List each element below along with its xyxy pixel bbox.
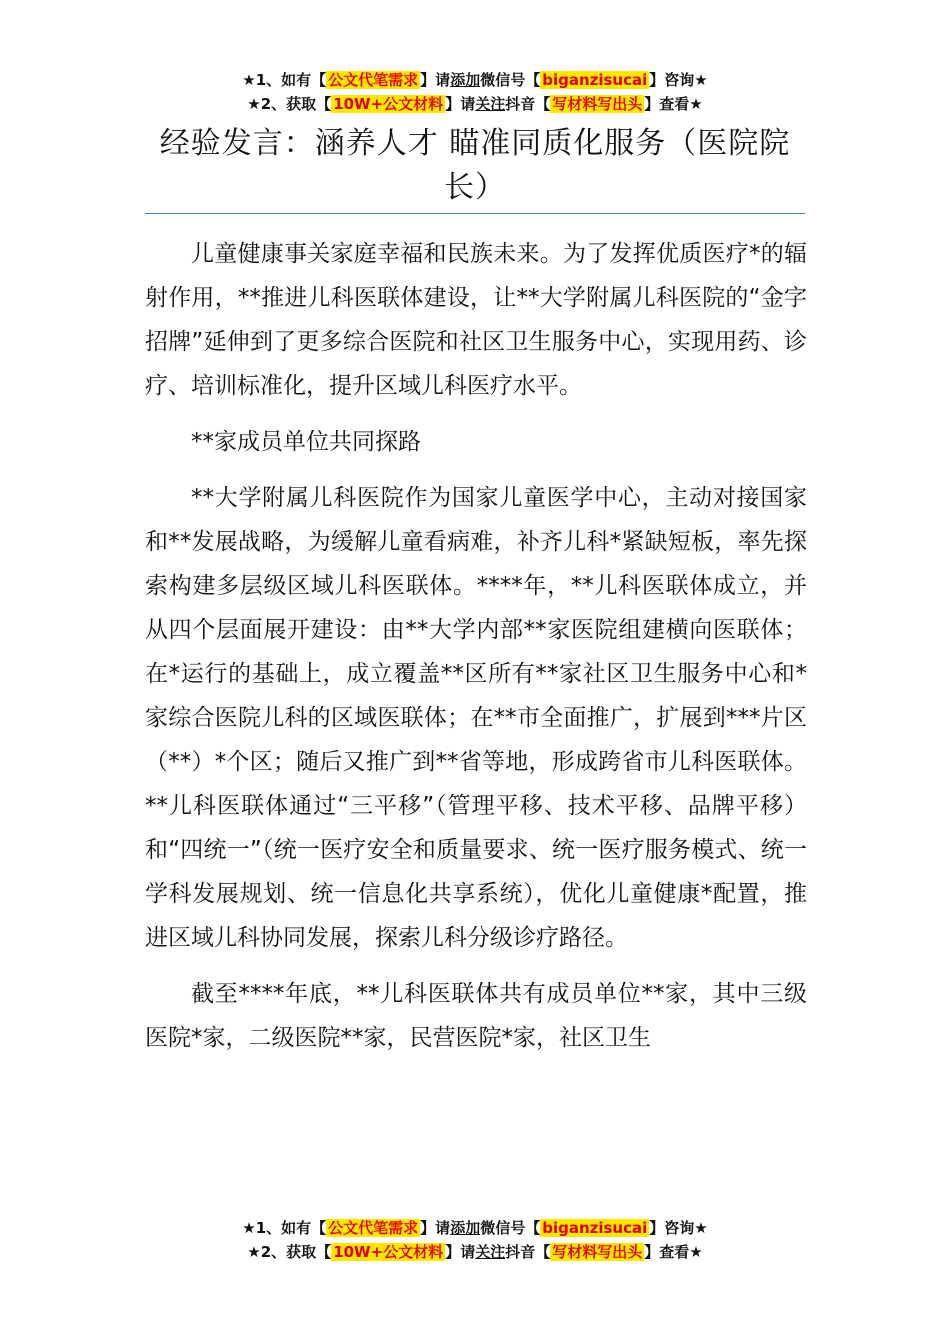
promo-highlight-service: 公文代笔需求 [328,71,419,89]
promo-highlight-wechat: biganzisucai [542,71,648,89]
promo-text: 】请 [445,95,476,113]
promo-text: 2、获取【 [260,95,332,113]
promo-underline-follow: 关注 [475,95,506,113]
paragraph-main: **大学附属儿科医院作为国家儿童医学中心，主动对接国家和**发展战略，为缓解儿童看病难，补齐儿科*紧缺短板，率先探索构建多层级区域儿科医联体。****年，**儿科医联体成立，并从四个层面展开建设：由**大学内部**家医院组建横向医联体；在*运行的基础上，成立覆盖**区所有**家社区卫生服务中心和*家综合医院儿科的区域医联体；在**市全面推广，扩展到***片区（**）*个区；随后又推广到**省等地，形成跨省市儿科医联体。**儿科医联体通过“三平移”（管理平移、技术平移、品牌平移）和“四统一”（统一医疗安全和质量要求、统一医疗服务模式、统一学科发展规划、统一信息化共享系统），优化儿童健康*配置，推进区域儿科协同发展，探索儿科分级诊疗路径。 [145,485,807,951]
promo-highlight-materials: 10W+公文材料 [333,1243,444,1261]
star-icon: ★ [247,1243,261,1261]
star-icon: ★ [242,1219,256,1237]
promo-text: 】请 [420,71,451,89]
promo-highlight-douyin: 写材料写出头 [552,95,643,113]
promo-text: 1、如有【 [255,71,327,89]
promo-banner-top [0,68,950,116]
promo-text: 抖音【 [505,95,551,113]
star-icon: ★ [242,71,256,89]
promo-text: 】查看★ [644,95,703,113]
promo-text: 微信号【 [480,1219,541,1237]
promo-text: 】咨询★ [649,1219,708,1237]
promo-line-1 [0,68,950,92]
promo-highlight-materials: 10W+公文材料 [333,95,444,113]
promo-line-2 [0,92,950,116]
document-body [145,232,807,1072]
promo-line-1 [0,1216,950,1240]
section-heading: **家成员单位共同探路 [191,429,421,455]
promo-underline-follow: 关注 [475,1243,506,1261]
promo-text: 】咨询★ [649,71,708,89]
document-title: 经验发言：涵养人才 瞄准同质化服务（医院院长） [159,126,791,205]
paragraph-stats: 截至****年底，**儿科医联体共有成员单位**家，其中三级医院*家，二级医院**家，民营医院*家，社区卫生 [145,981,807,1051]
paragraph-intro: 儿童健康事关家庭幸福和民族未来。为了发挥优质医疗*的辐射作用，**推进儿科医联体建设，让**大学附属儿科医院的“金字招牌”延伸到了更多综合医院和社区卫生服务中心，实现用药、诊疗、培训标准化，提升区域儿科医疗水平。 [145,241,807,399]
promo-text: 】请 [420,1219,451,1237]
promo-underline-add: 添加 [450,71,481,89]
promo-highlight-service: 公文代笔需求 [328,1219,419,1237]
title-divider [145,213,805,214]
promo-highlight-wechat: biganzisucai [542,1219,648,1237]
promo-text: 微信号【 [480,71,541,89]
promo-banner-bottom [0,1216,950,1264]
promo-text: 1、如有【 [255,1219,327,1237]
promo-text: 】查看★ [644,1243,703,1261]
promo-underline-add: 添加 [450,1219,481,1237]
promo-text: 抖音【 [505,1243,551,1261]
promo-highlight-douyin: 写材料写出头 [552,1243,643,1261]
star-icon: ★ [247,95,261,113]
promo-line-2 [0,1240,950,1264]
promo-text: 】请 [445,1243,476,1261]
promo-text: 2、获取【 [260,1243,332,1261]
